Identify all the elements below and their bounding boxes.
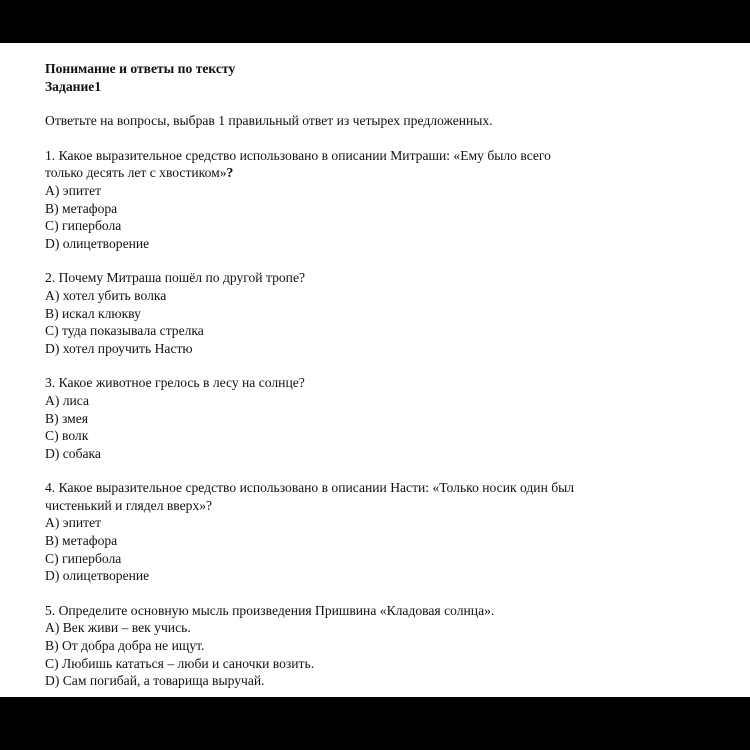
question-1-end-mark: ? (226, 165, 234, 181)
task-label: Задание1 (45, 78, 102, 94)
answer-option: С) Любишь кататься – люби и саночки возить. (45, 655, 315, 671)
instruction-text: Ответьте на вопросы, выбрав 1 правильный ответ из четырех предложенных. (45, 113, 493, 129)
answer-option: D) собака (45, 445, 101, 461)
answer-option: В) метафора (45, 200, 118, 216)
answer-option: D) хотел проучить Настю (45, 340, 193, 356)
answer-option: А) Век живи – век учись. (45, 620, 191, 636)
question-5 (45, 602, 685, 690)
answer-option: В) метафора (45, 533, 118, 549)
answer-option: С) гипербола (45, 550, 122, 566)
answer-option: D) Сам погибай, а товарища выручай. (45, 673, 265, 689)
answer-option: А) лиса (45, 392, 90, 408)
answer-option: В) искал клюкву (45, 305, 141, 321)
answer-option: А) эпитет (45, 515, 102, 531)
question-1-line-2 (45, 164, 685, 182)
question-2 (45, 269, 685, 357)
question-3 (45, 374, 685, 462)
document-heading: Понимание и ответы по тексту (45, 61, 236, 76)
answer-option: С) туда показывала стрелка (45, 323, 204, 339)
question-1-line-2-text: только десять лет с хвостиком» (45, 165, 227, 181)
question-2-line-1: 2. Почему Митраша пошёл по другой тропе? (45, 270, 306, 286)
answer-option: А) хотел убить волка (45, 287, 167, 303)
answer-option: С) гипербола (45, 218, 122, 234)
answer-option: С) волк (45, 428, 89, 444)
document-page (0, 43, 750, 697)
answer-option: В) От добра добра не ищут. (45, 638, 205, 654)
question-5-line-1: 5. Определите основную мысль произведения Пришвина «Кладовая солнца». (45, 602, 495, 618)
question-4-line-1: 4. Какое выразительное средство использовано в описании Насти: «Только носик один был (45, 480, 575, 496)
question-1-line-1: 1. Какое выразительное средство использовано в описании Митраши: «Ему было всего (45, 147, 551, 163)
answer-option: В) змея (45, 410, 89, 426)
question-1 (45, 147, 685, 253)
document-content (45, 60, 685, 690)
question-3-line-1: 3. Какое животное грелось в лесу на солнце? (45, 375, 305, 391)
question-4 (45, 479, 685, 585)
answer-option: D) олицетворение (45, 235, 150, 251)
question-4-line-2: чистенький и глядел вверх»? (45, 497, 213, 513)
answer-option: А) эпитет (45, 182, 102, 198)
answer-option: D) олицетворение (45, 568, 150, 584)
